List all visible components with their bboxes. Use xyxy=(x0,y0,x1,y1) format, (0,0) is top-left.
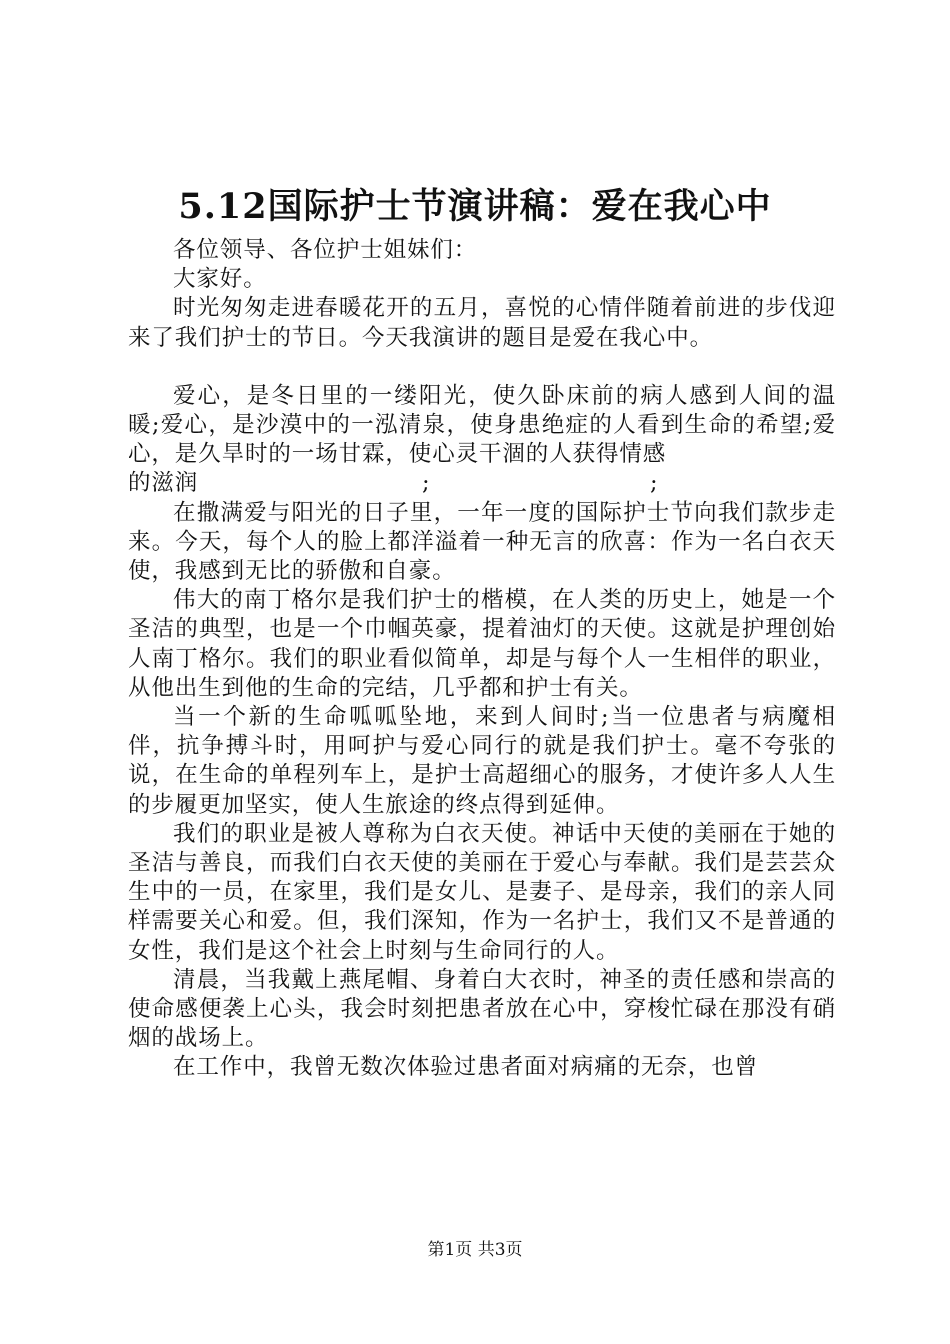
paragraph-8: 在工作中，我曾无数次体验过患者面对病痛的无奈，也曾 xyxy=(173,1054,759,1081)
paragraph-6: 我们的职业是被人尊称为白衣天使。神话中天使的美丽在于她的圣洁与善良，而我们白衣天使的美丽在于爱心与奉献。我们是芸芸众生中的一员，在家里，我们是女儿、是妻子、是母亲，我们的亲人同样需要关心和爱。但，我们深知，作为一名护士，我们又不是普通的女性，我们是这个社会上时刻与生命同行的人。 xyxy=(128,820,836,964)
paragraph-2-tail xyxy=(128,469,836,498)
paragraph-2-tail-text: 的滋润 xyxy=(128,470,199,497)
page-number: 第1页 共3页 xyxy=(427,1240,523,1260)
semicolon-1: ; xyxy=(422,470,431,497)
paragraph-5: 当一个新的生命呱呱坠地，来到人间时;当一位患者与病魔相伴，抗争搏斗时，用呵护与爱心同行的就是我们护士。毫不夸张的说，在生命的单程列车上，是护士高超细心的服务，才使许多人人生的步履更加坚实，使人生旅途的终点得到延伸。 xyxy=(128,704,836,818)
hello-line: 大家好。 xyxy=(173,266,267,293)
document-title: 5.12国际护士节演讲稿：爱在我心中 xyxy=(178,186,772,227)
paragraph-3: 在撒满爱与阳光的日子里，一年一度的国际护士节向我们款步走来。今天，每个人的脸上都洋溢着一种无言的欣喜：作为一名白衣天使，我感到无比的骄傲和自豪。 xyxy=(128,499,836,585)
greeting-line: 各位领导、各位护士姐妹们： xyxy=(173,237,478,263)
paragraph-4: 伟大的南丁格尔是我们护士的楷模，在人类的历史上，她是一个圣洁的典型，也是一个巾帼英豪，提着油灯的天使。这就是护理创始人南丁格尔。我们的职业看似简单，却是与每个人一生相伴的职业，从他出生到他的生命的完结，几乎都和护士有关。 xyxy=(128,587,836,701)
document-body xyxy=(128,236,836,1083)
paragraph-7: 清晨，当我戴上燕尾帽、身着白大衣时，神圣的责任感和崇高的使命感便袭上心头，我会时刻把患者放在心中，穿梭忙碌在那没有硝烟的战场上。 xyxy=(128,966,836,1052)
paragraph-1: 时光匆匆走进春暖花开的五月，喜悦的心情伴随着前进的步伐迎来了我们护士的节日。今天我演讲的题目是爱在我心中。 xyxy=(128,295,836,351)
paragraph-2: 爱心，是冬日里的一缕阳光，使久卧床前的病人感到人间的温暖;爱心，是沙漠中的一泓清泉，使身患绝症的人看到生命的希望;爱心，是久旱时的一场甘霖，使心灵干涸的人获得情感 xyxy=(128,382,836,468)
semicolon-2: ; xyxy=(650,470,659,497)
